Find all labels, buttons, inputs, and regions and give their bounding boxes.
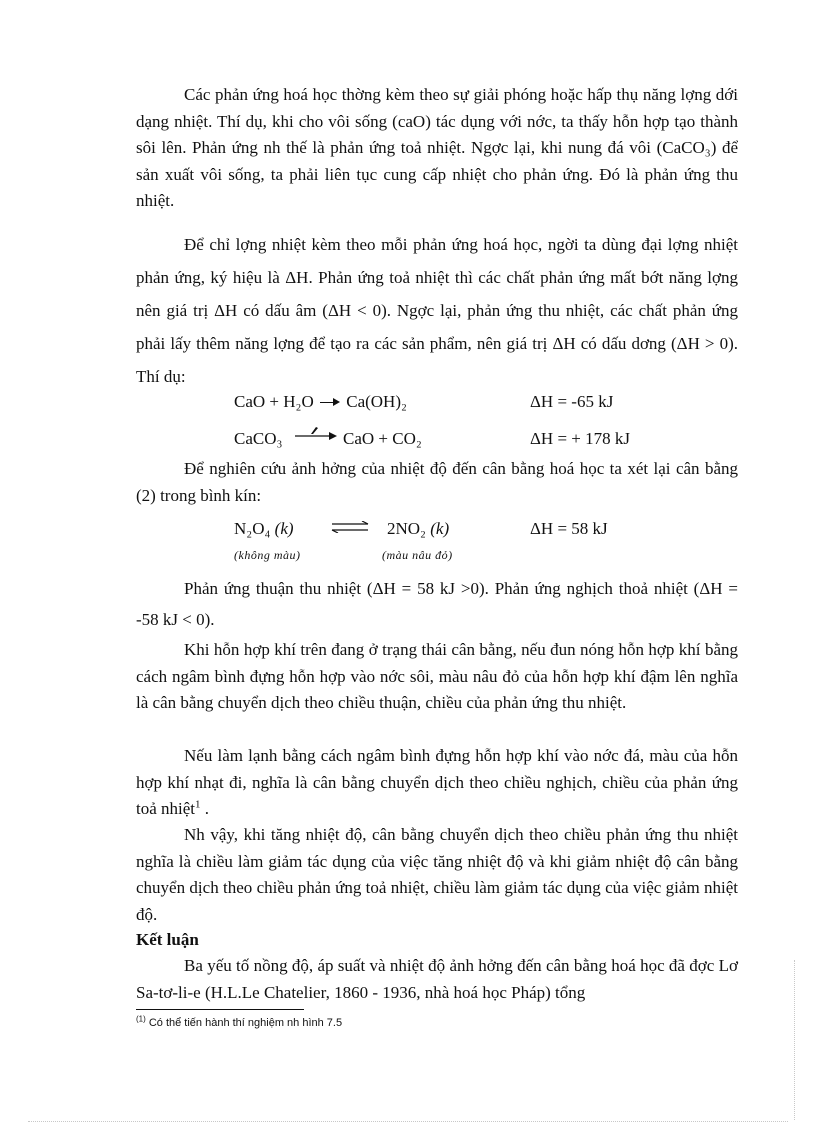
paragraph-enthalpy: Để chỉ lợng nhiệt kèm theo mỗi phản ứng hoá học, ngời ta dùng đại lợng nhiệt phản ứng, ký hiệu là ΔH. Phản ứng toả nhiệt thì các chất phản ứng mất bớt năng lợng nên giá trị ΔH có dấu âm (ΔH < 0). Ngợc lại, phản ứng thu nhiệt, các chất phản ứng phải lấy thêm năng lợng để tạo ra các sản phẩm, nên giá trị ΔH có dấu dơng (ΔH > 0). Thí dụ: — [136, 235, 738, 386]
equation-1-reactants: CaO + H₂O — [234, 392, 314, 411]
footnote-reference[interactable]: 1 — [195, 798, 201, 811]
equation-2-products: CaO + CO₂ — [343, 429, 422, 448]
equilibrium-arrow-icon — [330, 521, 370, 533]
paragraph-temperature-study: Để nghiên cứu ảnh hởng của nhiệt độ đến cân bằng hoá học ta xét lại cân bằng (2) trong bình kín: — [136, 459, 738, 505]
equation-3-enthalpy: ΔH = 58 kJ — [530, 519, 608, 538]
paragraph-summary: Nh vậy, khi tăng nhiệt độ, cân bằng chuyển dịch theo chiều phản ứng thu nhiệt nghĩa là chiều làm giảm tác dụng của việc tăng nhiệt độ và khi giảm nhiệt độ cân bằng chuyển dịch theo chiều phản ứng toả nhiệt, chiều làm giảm tác dụng của việc giảm nhiệt độ. — [136, 825, 738, 924]
section-heading: Kết luận — [136, 930, 199, 949]
paragraph-exothermic-intro: Các phản ứng hoá học thờng kèm theo sự giải phóng hoặc hấp thụ năng lợng dới dạng nhiệt. Thí dụ, khi cho vôi sống (caO) tác dụng với nớc, ta thấy hỗn hợp tạo thành sôi lên. Phản ứng nh thế là phản ứng toả nhiệt. Ngợc lại, khi nung đá vôi (CaCO₃) để sản xuất vôi sống, ta phải liên tục cung cấp nhiệt cho phản ứng. Đó là phản ứng thu nhiệt. — [136, 85, 738, 210]
page-right-border — [794, 960, 795, 1120]
n2o4-state: (k) — [274, 519, 294, 538]
equation-1-enthalpy: ΔH = -65 kJ — [530, 392, 614, 411]
equation-3-reactant — [234, 518, 294, 540]
equation-1 — [234, 391, 407, 413]
paragraph-conclusion: Ba yếu tố nồng độ, áp suất và nhiệt độ ảnh hởng đến cân bằng hoá học đã đợc Lơ Sa-tơ-li-e (H.L.Le Chatelier, 1860 - 1936, nhà hoá học Pháp) tổng — [136, 956, 738, 1002]
paragraph-heating: Khi hỗn hợp khí trên đang ở trạng thái cân bằng, nếu đun nóng hỗn hợp khí bằng cách ngâm bình đựng hỗn hợp vào nớc sôi, màu nâu đỏ của hỗn hợp khí đậm lên nghĩa là cân bằng chuyển dịch theo chiều thuận, chiều của phản ứng thu nhiệt. — [136, 640, 738, 712]
footnote-text: Có thể tiến hành thí nghiệm nh hình 7.5 — [148, 1017, 343, 1029]
n2o4-formula: N₂O₄ — [234, 519, 271, 538]
equation-1-products: Ca(OH)₂ — [346, 392, 407, 411]
cooling-tail: . — [200, 799, 210, 818]
equation-2-enthalpy: ΔH = + 178 kJ — [530, 429, 630, 448]
footnote — [136, 1016, 342, 1030]
paragraph-forward-reverse: Phản ứng thuận thu nhiệt (ΔH = 58 kJ >0). Phản ứng nghịch thoả nhiệt (ΔH = -58 kJ < 0). — [136, 579, 738, 629]
heat-arrow-icon — [293, 425, 339, 441]
footnote-divider — [136, 1009, 304, 1010]
note-red-brown: (màu nâu đỏ) — [382, 548, 453, 562]
note-colorless: (không màu) — [234, 548, 301, 562]
no2-state: (k) — [430, 519, 450, 538]
paragraph-cooling — [136, 743, 738, 823]
equation-2-reactants: CaCO₃ — [234, 429, 283, 448]
equation-3-product — [387, 518, 449, 540]
page-bottom-border — [28, 1121, 788, 1122]
no2-formula: 2NO₂ — [387, 519, 426, 538]
footnote-marker: (1) — [136, 1014, 146, 1024]
cooling-text: Nếu làm lạnh bằng cách ngâm bình đựng hỗn hợp khí vào nớc đá, màu của hỗn hợp khí nhạt đi, nghĩa là cân bằng chuyển dịch theo chiều nghịch, chiều của phản ứng toả nhiệt — [136, 746, 738, 818]
reaction-arrow-icon — [318, 397, 342, 409]
